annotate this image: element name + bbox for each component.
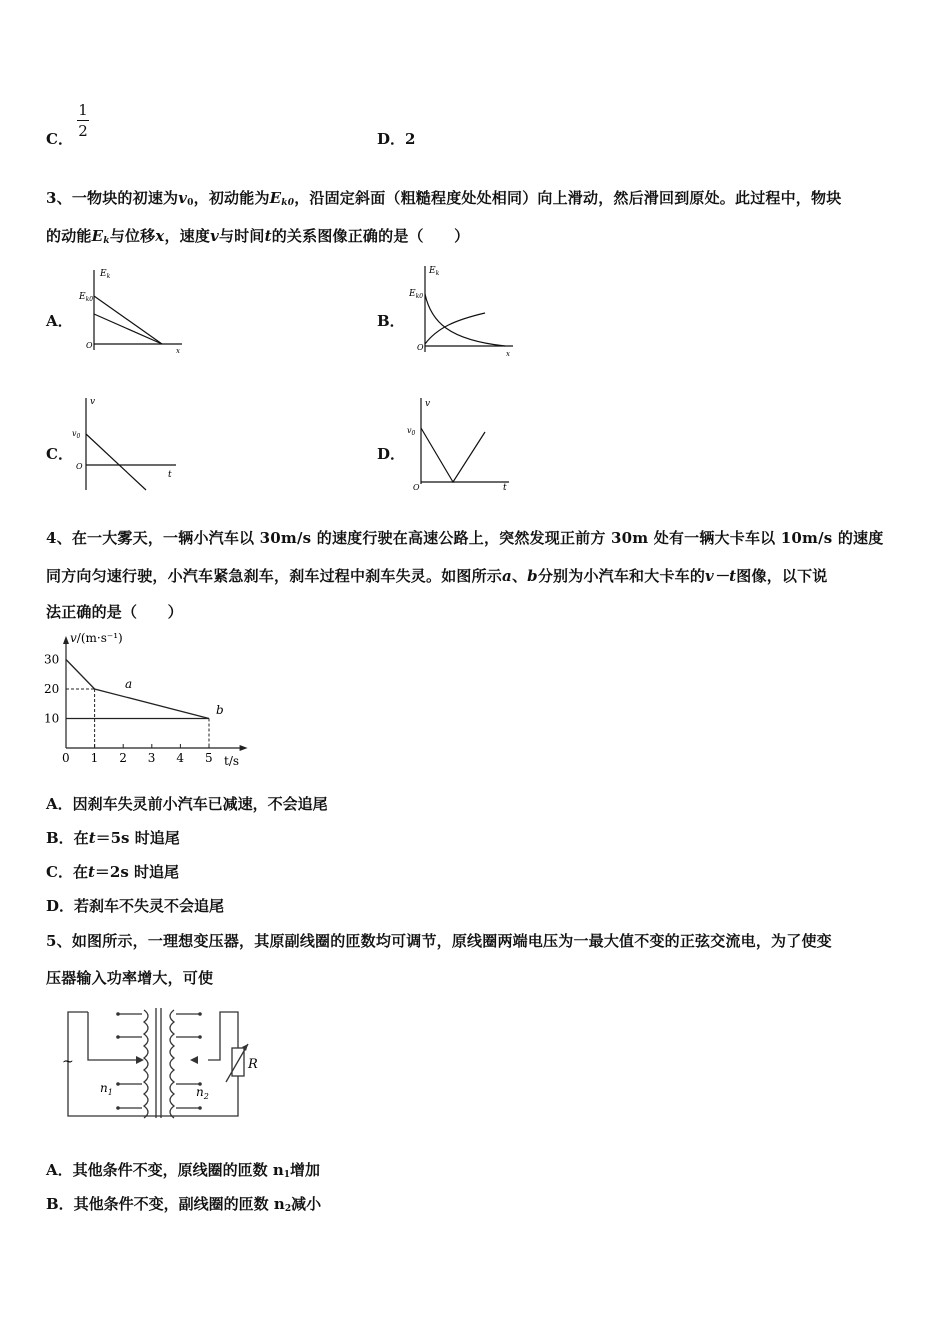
- line-b-label: b: [216, 703, 224, 717]
- fraction-one-half: [74, 101, 92, 140]
- v-line: [86, 434, 146, 490]
- v0-tick-label: $v_0$: [72, 429, 81, 440]
- x-axis-arrow-icon: [240, 745, 248, 751]
- r-label: R: [248, 1057, 258, 1072]
- primary-arrow-icon: [136, 1056, 144, 1064]
- ek-curve-decay: [425, 294, 505, 346]
- ek-curve-rise: [425, 313, 485, 344]
- n1-label: $n_1$: [100, 1081, 113, 1097]
- fraction-bar: [77, 120, 89, 121]
- q5-option-a: A．其他条件不变，原线圈的匝数 $n_1$增加: [46, 1161, 321, 1180]
- x-tick-label: 2: [119, 751, 127, 765]
- q4-option-b: B．在t＝5s 时追尾: [46, 829, 180, 847]
- ek-line-down: [94, 314, 162, 344]
- x-tick-label: 4: [176, 751, 185, 765]
- y-axis-label: v/(m·s⁻¹): [70, 631, 123, 645]
- origin-label: O: [86, 341, 93, 350]
- q4-stem-line3: 法正确的是（ ）: [46, 603, 183, 621]
- rheostat-arrow-icon: [242, 1044, 248, 1051]
- chart-plot-area: [44, 636, 248, 765]
- q3-stem-line1: 3、一物块的初速为$v_0$，初动能为$E_{k0}$，沿固定斜面（粗糙程度处处相同）向上滑动，然后滑回到原处。此过程中，物块: [46, 189, 842, 208]
- q3-stem-line2: 的动能$E_k$与位移x，速度v与时间t的关系图像正确的是（ ）: [46, 227, 470, 246]
- secondary-arrow-icon: [190, 1056, 198, 1064]
- q4-option-d: D．若刹车不失灵不会追尾: [46, 897, 225, 915]
- t-axis-label: t: [168, 470, 172, 480]
- y-tick-label: 10: [44, 711, 60, 726]
- q3-graph-a: [78, 262, 188, 358]
- q4-stem-line2: 同方向匀速行驶，小汽车紧急刹车，刹车过程中刹车失灵。如图所示a、b分别为小汽车和大卡车的v－t图像，以下说: [46, 567, 828, 585]
- q5-stem-line2: 压器输入功率增大，可使: [46, 969, 214, 987]
- origin-label: O: [413, 483, 420, 492]
- secondary-coil: [170, 1010, 174, 1118]
- x-tick-label: 5: [205, 751, 213, 765]
- q3-option-c-label: C．: [46, 445, 73, 463]
- option-d-label: D．2: [377, 130, 416, 148]
- ac-source-symbol: ~: [62, 1054, 74, 1070]
- fraction-numerator: 1: [78, 101, 88, 119]
- secondary-wire-bottom: [208, 1076, 238, 1116]
- q3-option-b-label: B．: [377, 312, 405, 330]
- fraction-denominator: 2: [78, 122, 88, 140]
- q5-option-b: B．其他条件不变，副线圈的匝数 $n_2$减小: [46, 1195, 322, 1214]
- q3-graph-b: [409, 260, 519, 360]
- x-tick-label: 1: [90, 751, 99, 765]
- ek-axis-label: $E_k$: [100, 269, 111, 280]
- q3-option-d-label: D．: [377, 445, 406, 463]
- y-axis-arrow-icon: [63, 636, 69, 644]
- line-a-label: a: [125, 677, 133, 691]
- primary-inner-wire: [88, 1012, 140, 1060]
- ek-axis-label: $E_k$: [429, 266, 440, 277]
- q4-option-c: C．在t＝2s 时追尾: [46, 863, 179, 881]
- origin-label: O: [76, 462, 83, 471]
- y-tick-label: 20: [44, 682, 60, 696]
- ek0-tick-label: $E_{k0}$: [409, 289, 424, 300]
- n2-label: $n_2$: [196, 1085, 209, 1101]
- v-axis-label: v: [425, 399, 431, 409]
- v-axis-label: v: [90, 397, 96, 407]
- secondary-wire-top: [208, 1012, 238, 1060]
- q4-option-a: A．因刹车失灵前小汽车已减速，不会追尾: [46, 795, 328, 813]
- x-tick-label: 0: [62, 751, 70, 765]
- ek-line-up: [94, 296, 162, 344]
- y-tick-label: 30: [44, 652, 60, 667]
- q3-graph-c: [72, 392, 182, 492]
- x-axis-label: x: [176, 347, 180, 355]
- q3-graph-d: [405, 392, 515, 492]
- v0-tick-label: $v_0$: [407, 426, 416, 437]
- q3-option-a-label: A．: [46, 312, 73, 330]
- ek0-tick-label: $E_{k0}$: [79, 292, 94, 303]
- x-axis-label: x: [506, 350, 510, 358]
- q4-stem-line1: 4、在一大雾天，一辆小汽车以 30m/s 的速度行驶在高速公路上，突然发现正前方 30m 处有一辆大卡车以 10m/s 的速度: [46, 529, 884, 547]
- primary-coil: [144, 1010, 148, 1118]
- origin-label: O: [417, 343, 424, 352]
- q4-vt-chart: [44, 628, 264, 774]
- option-c-label: C．: [46, 130, 73, 148]
- t-axis-label: t: [503, 483, 507, 492]
- q5-transformer-diagram: [60, 1004, 270, 1122]
- primary-outer-wire: [68, 1012, 208, 1116]
- x-tick-label: 3: [147, 751, 156, 765]
- q5-stem-line1: 5、如图所示，一理想变压器，其原副线圈的匝数均可调节，原线圈两端电压为一最大值不变的正弦交流电，为了使变: [46, 932, 832, 950]
- x-axis-label: t/s: [224, 754, 240, 768]
- v-line: [421, 428, 485, 482]
